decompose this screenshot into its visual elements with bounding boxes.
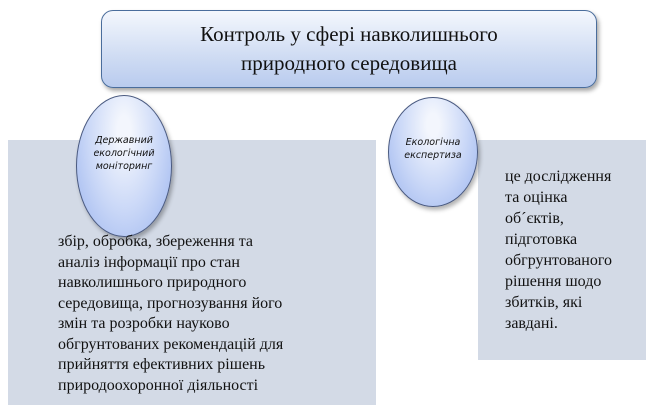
left-description: збір, обробка, збереження та аналіз інформації про стан навколишнього природного середовища, прогнозування його змін та розробки науково обгрунтованих рекомендацій для прийняття ефективних рішень природоохоронної діяльності: [58, 233, 284, 394]
right-description: це дослідження та оцінка об´єктів, підготовка обгрунтованого рішення шодо збитків, які завдані.: [505, 168, 613, 332]
left-label: Державний екологічний моніторинг: [93, 135, 155, 172]
title-text: Контроль у сфері навколишнього природного середовища: [200, 22, 498, 75]
left-ellipse: [76, 95, 172, 237]
right-label: Екологічна експертиза: [404, 137, 462, 161]
right-ellipse: [388, 97, 478, 207]
title-box: [101, 10, 597, 88]
